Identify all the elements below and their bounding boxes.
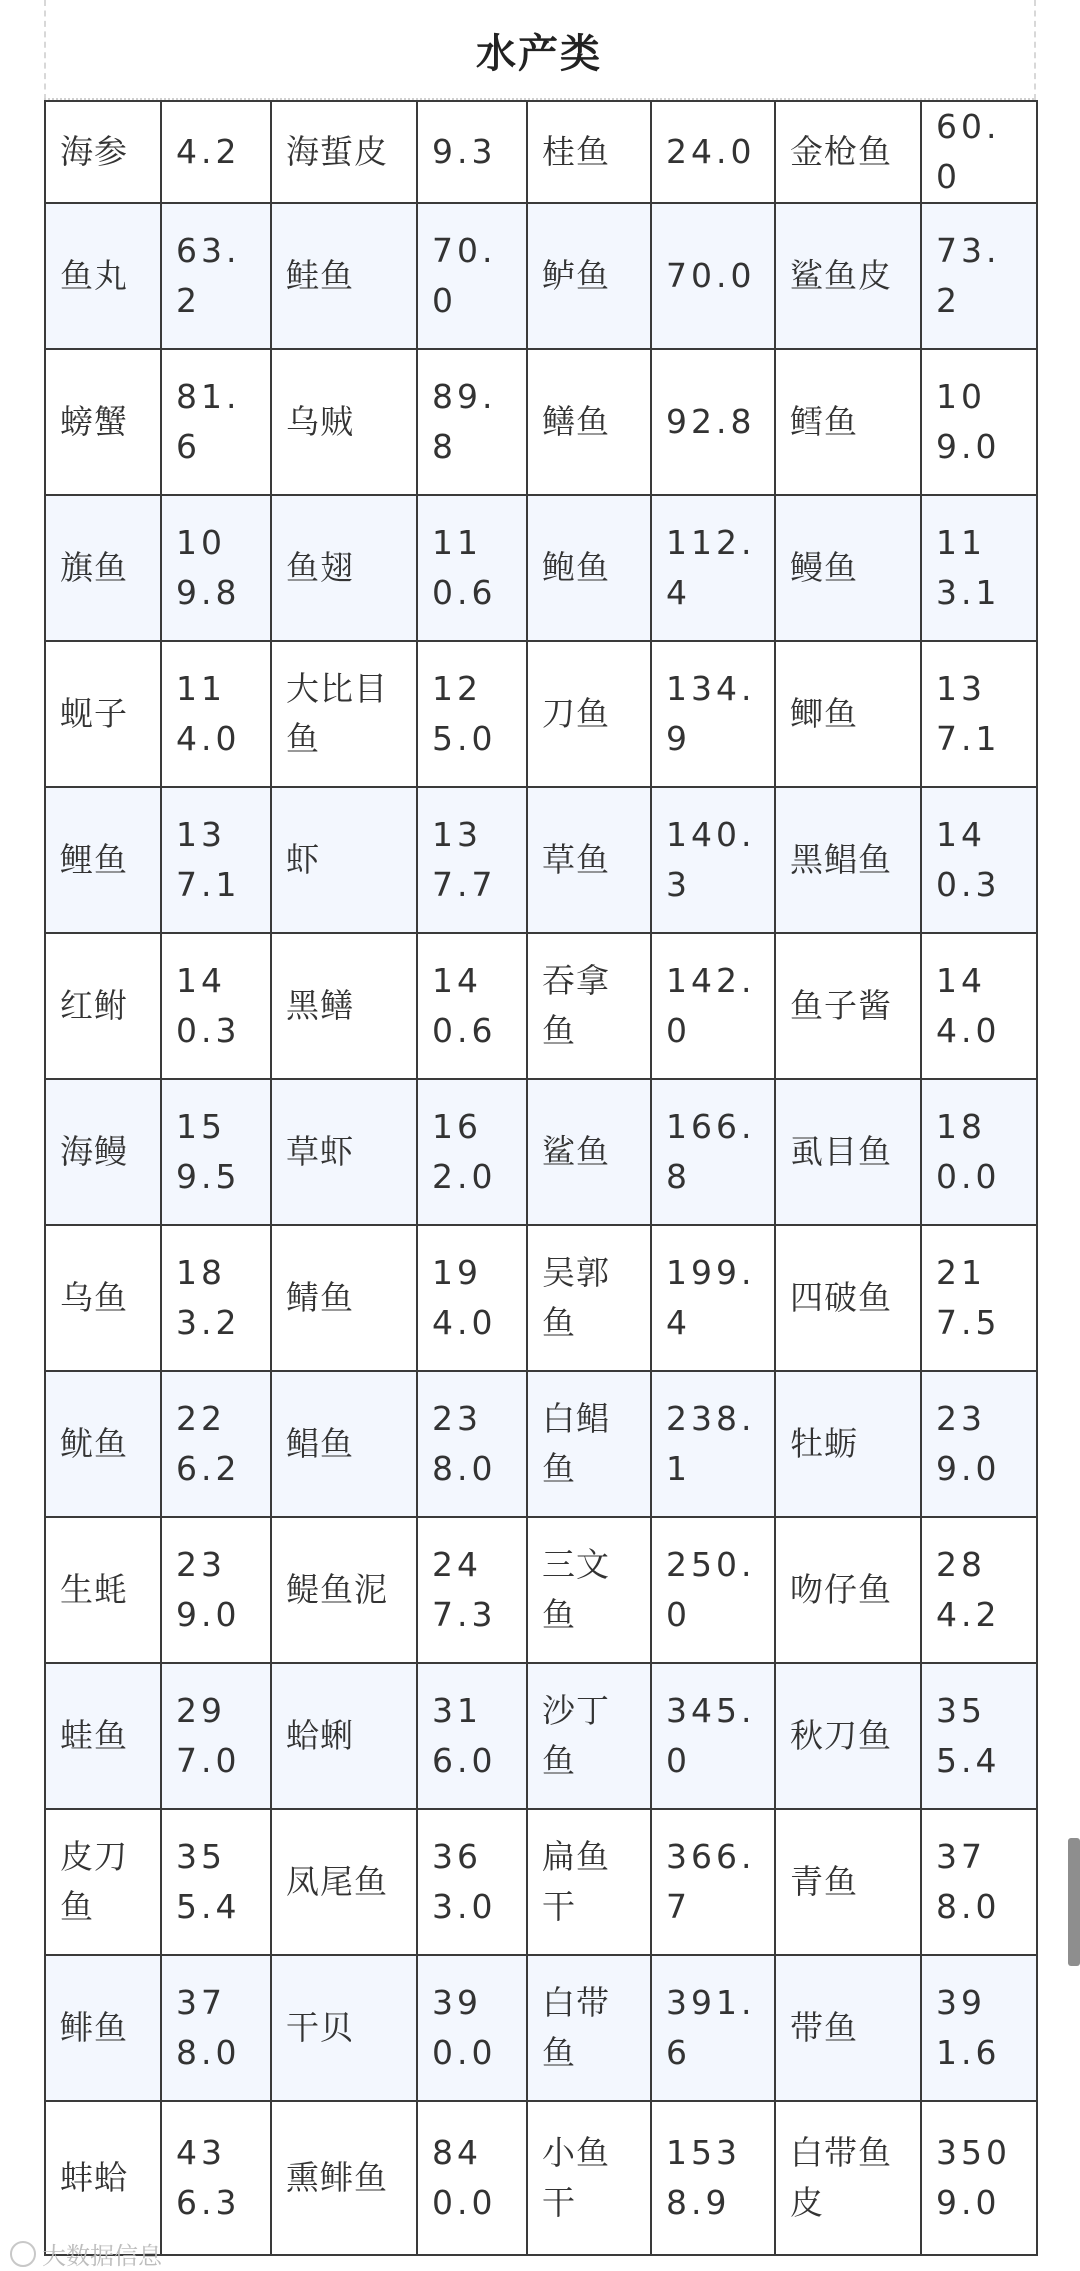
- food-name-cell: 吻仔鱼: [775, 1517, 921, 1663]
- food-name-cell: 熏鲱鱼: [271, 2101, 417, 2255]
- food-name-cell: 鱿鱼: [45, 1371, 161, 1517]
- table-row: [45, 1079, 1037, 1225]
- food-value-cell: 840.0: [417, 2101, 527, 2255]
- food-name-cell: 海蜇皮: [271, 101, 417, 203]
- food-name-cell: 干贝: [271, 1955, 417, 2101]
- food-value-cell: 284.2: [921, 1517, 1037, 1663]
- food-name-cell: 金枪鱼: [775, 101, 921, 203]
- food-name-cell: 小鱼干: [527, 2101, 651, 2255]
- food-name-cell: 刀鱼: [527, 641, 651, 787]
- food-value-cell: 125.0: [417, 641, 527, 787]
- table-row: [45, 641, 1037, 787]
- food-value-cell: 73.2: [921, 203, 1037, 349]
- table-title: 水产类: [476, 30, 602, 77]
- food-name-cell: 海参: [45, 101, 161, 203]
- food-value-cell: 144.0: [921, 933, 1037, 1079]
- food-name-cell: 鲭鱼: [271, 1225, 417, 1371]
- food-value-cell: 1538.9: [651, 2101, 775, 2255]
- food-value-cell: 217.5: [921, 1225, 1037, 1371]
- food-value-cell: 140.3: [921, 787, 1037, 933]
- food-name-cell: 鲨鱼皮: [775, 203, 921, 349]
- food-name-cell: 牡蛎: [775, 1371, 921, 1517]
- food-name-cell: 草鱼: [527, 787, 651, 933]
- food-name-cell: 沙丁鱼: [527, 1663, 651, 1809]
- food-value-cell: 70.0: [651, 203, 775, 349]
- food-value-cell: 378.0: [921, 1809, 1037, 1955]
- table-row: [45, 495, 1037, 641]
- food-value-cell: 378.0: [161, 1955, 271, 2101]
- table-row: [45, 1225, 1037, 1371]
- food-value-cell: 180.0: [921, 1079, 1037, 1225]
- food-value-cell: 297.0: [161, 1663, 271, 1809]
- scrollbar-thumb[interactable]: [1068, 1838, 1080, 1966]
- food-value-cell: 159.5: [161, 1079, 271, 1225]
- food-name-cell: 白鲳鱼: [527, 1371, 651, 1517]
- food-name-cell: 鲫鱼: [775, 641, 921, 787]
- food-name-cell: 黑鲳鱼: [775, 787, 921, 933]
- food-value-cell: 250.0: [651, 1517, 775, 1663]
- table-row: [45, 933, 1037, 1079]
- food-value-cell: 199.4: [651, 1225, 775, 1371]
- table-row: [45, 203, 1037, 349]
- food-value-cell: 238.0: [417, 1371, 527, 1517]
- food-value-cell: 137.1: [161, 787, 271, 933]
- food-value-cell: 9.3: [417, 101, 527, 203]
- food-value-cell: 137.1: [921, 641, 1037, 787]
- food-name-cell: 鲈鱼: [527, 203, 651, 349]
- seafood-table: [44, 100, 1038, 2256]
- watermark: [10, 2236, 162, 2271]
- table-row: [45, 349, 1037, 495]
- food-name-cell: 青鱼: [775, 1809, 921, 1955]
- food-value-cell: 391.6: [921, 1955, 1037, 2101]
- food-name-cell: 四破鱼: [775, 1225, 921, 1371]
- food-value-cell: 436.3: [161, 2101, 271, 2255]
- food-name-cell: 海鳗: [45, 1079, 161, 1225]
- food-name-cell: 鲳鱼: [271, 1371, 417, 1517]
- food-value-cell: 60.0: [921, 101, 1037, 203]
- food-value-cell: 194.0: [417, 1225, 527, 1371]
- food-value-cell: 166.8: [651, 1079, 775, 1225]
- food-name-cell: 蚌蛤: [45, 2101, 161, 2255]
- food-name-cell: 秋刀鱼: [775, 1663, 921, 1809]
- food-value-cell: 110.6: [417, 495, 527, 641]
- food-value-cell: 3509.0: [921, 2101, 1037, 2255]
- food-value-cell: 92.8: [651, 349, 775, 495]
- food-name-cell: 鲨鱼: [527, 1079, 651, 1225]
- food-name-cell: 鱼子酱: [775, 933, 921, 1079]
- food-value-cell: 183.2: [161, 1225, 271, 1371]
- table-row: [45, 787, 1037, 933]
- food-name-cell: 鳗鱼: [775, 495, 921, 641]
- food-value-cell: 4.2: [161, 101, 271, 203]
- food-value-cell: 137.7: [417, 787, 527, 933]
- food-name-cell: 鲤鱼: [45, 787, 161, 933]
- food-name-cell: 带鱼: [775, 1955, 921, 2101]
- food-value-cell: 114.0: [161, 641, 271, 787]
- food-value-cell: 345.0: [651, 1663, 775, 1809]
- food-value-cell: 140.3: [161, 933, 271, 1079]
- food-value-cell: 239.0: [161, 1517, 271, 1663]
- food-name-cell: 鳕鱼: [775, 349, 921, 495]
- food-value-cell: 140.3: [651, 787, 775, 933]
- table-row: [45, 2101, 1037, 2255]
- food-name-cell: 乌鱼: [45, 1225, 161, 1371]
- watermark-text: 大数据信息: [42, 2242, 162, 2270]
- food-value-cell: 226.2: [161, 1371, 271, 1517]
- food-value-cell: 89.8: [417, 349, 527, 495]
- food-name-cell: 皮刀鱼: [45, 1809, 161, 1955]
- food-value-cell: 70.0: [417, 203, 527, 349]
- table-row: [45, 101, 1037, 203]
- food-value-cell: 355.4: [921, 1663, 1037, 1809]
- table-row: [45, 1371, 1037, 1517]
- food-name-cell: 鲍鱼: [527, 495, 651, 641]
- watermark-logo-icon: [10, 2241, 36, 2267]
- food-value-cell: 239.0: [921, 1371, 1037, 1517]
- food-value-cell: 363.0: [417, 1809, 527, 1955]
- table-row: [45, 1809, 1037, 1955]
- food-name-cell: 白带鱼皮: [775, 2101, 921, 2255]
- food-name-cell: 三文鱼: [527, 1517, 651, 1663]
- food-name-cell: 鳝鱼: [527, 349, 651, 495]
- food-name-cell: 扁鱼干: [527, 1809, 651, 1955]
- food-name-cell: 生蚝: [45, 1517, 161, 1663]
- food-name-cell: 虱目鱼: [775, 1079, 921, 1225]
- food-value-cell: 112.4: [651, 495, 775, 641]
- table-row: [45, 1663, 1037, 1809]
- food-name-cell: 凤尾鱼: [271, 1809, 417, 1955]
- food-name-cell: 红鲋: [45, 933, 161, 1079]
- food-name-cell: 蚬子: [45, 641, 161, 787]
- food-value-cell: 81.6: [161, 349, 271, 495]
- food-name-cell: 鲱鱼: [45, 1955, 161, 2101]
- food-value-cell: 162.0: [417, 1079, 527, 1225]
- food-value-cell: 24.0: [651, 101, 775, 203]
- food-name-cell: 吞拿鱼: [527, 933, 651, 1079]
- page-guide-right: [1034, 0, 1036, 100]
- food-name-cell: 大比目鱼: [271, 641, 417, 787]
- food-name-cell: 蛤蜊: [271, 1663, 417, 1809]
- food-value-cell: 113.1: [921, 495, 1037, 641]
- food-value-cell: 238.1: [651, 1371, 775, 1517]
- food-name-cell: 白带鱼: [527, 1955, 651, 2101]
- food-name-cell: 螃蟹: [45, 349, 161, 495]
- food-name-cell: 旗鱼: [45, 495, 161, 641]
- food-name-cell: 鳀鱼泥: [271, 1517, 417, 1663]
- food-value-cell: 390.0: [417, 1955, 527, 2101]
- food-name-cell: 虾: [271, 787, 417, 933]
- food-name-cell: 桂鱼: [527, 101, 651, 203]
- food-name-cell: 鲑鱼: [271, 203, 417, 349]
- food-name-cell: 吴郭鱼: [527, 1225, 651, 1371]
- food-name-cell: 蛙鱼: [45, 1663, 161, 1809]
- food-name-cell: 鱼翅: [271, 495, 417, 641]
- table-title-bar: [44, 0, 1034, 100]
- food-value-cell: 366.7: [651, 1809, 775, 1955]
- food-name-cell: 乌贼: [271, 349, 417, 495]
- food-value-cell: 109.0: [921, 349, 1037, 495]
- table-row: [45, 1955, 1037, 2101]
- food-value-cell: 140.6: [417, 933, 527, 1079]
- table-row: [45, 1517, 1037, 1663]
- food-value-cell: 247.3: [417, 1517, 527, 1663]
- food-value-cell: 355.4: [161, 1809, 271, 1955]
- food-value-cell: 63.2: [161, 203, 271, 349]
- food-value-cell: 142.0: [651, 933, 775, 1079]
- food-name-cell: 鱼丸: [45, 203, 161, 349]
- food-value-cell: 109.8: [161, 495, 271, 641]
- food-name-cell: 草虾: [271, 1079, 417, 1225]
- food-value-cell: 391.6: [651, 1955, 775, 2101]
- food-name-cell: 黑鳝: [271, 933, 417, 1079]
- food-value-cell: 316.0: [417, 1663, 527, 1809]
- food-value-cell: 134.9: [651, 641, 775, 787]
